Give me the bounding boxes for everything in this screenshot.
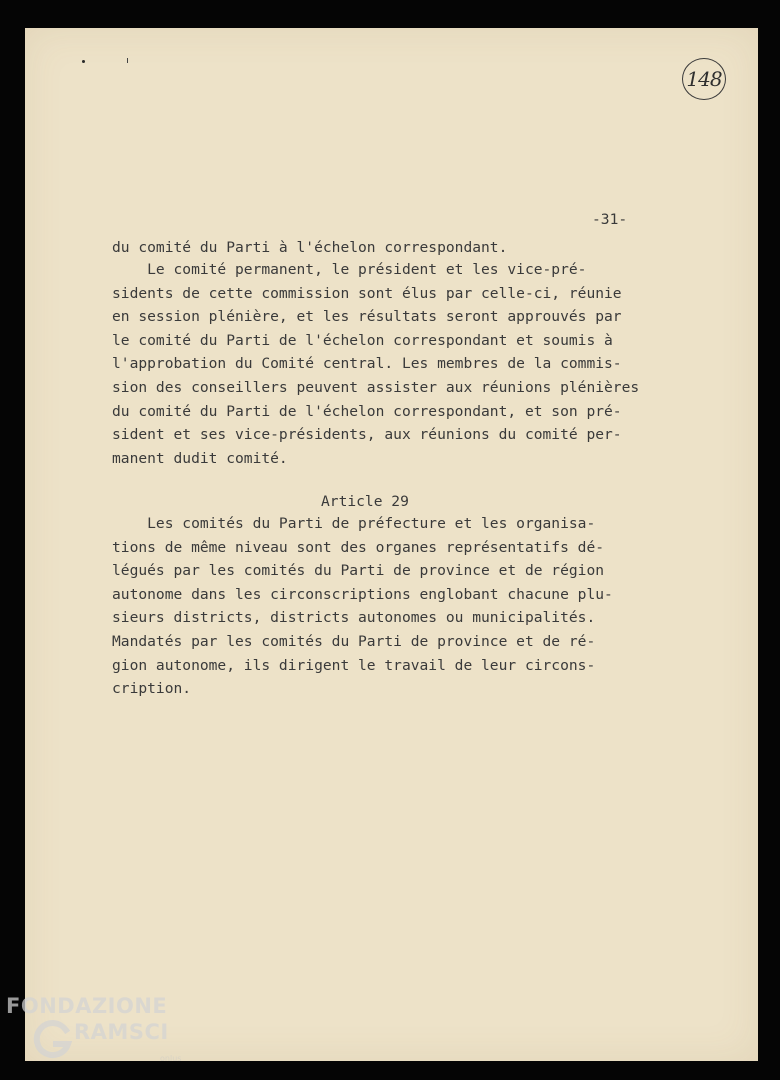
article-heading: Article 29 [321, 493, 409, 510]
ink-tick-mark [127, 58, 128, 63]
page-number: -31- [592, 211, 628, 228]
watermark-line-2: RAMSCI [74, 1020, 169, 1044]
gramsci-g-logo-icon [32, 1018, 74, 1060]
folio-number-stamp: 148 [682, 58, 726, 100]
paragraph-continuation: du comité du Parti à l'échelon correspondant. [112, 239, 508, 256]
paragraph-commission: Le comité permanent, le président et les vice-pré- sidents de cette commission sont élus par celle-ci, réunie en session plénière, et les résultats seront approuvés par le comité du Parti de l'échelon correspondant et soumis à l'approbation du Comité central. Les membres de la commis- sion des conseillers peuvent assister aux réunions plénières du comité du Parti de l'échelon correspondant, et son pré- sident et ses vice-présidents, aux réunions du comité per- manent dudit comité. [112, 261, 640, 467]
watermark-line-1: FONDAZIONE [6, 994, 168, 1018]
ink-dot-mark [82, 60, 85, 63]
watermark-line-3: onlus [160, 1054, 182, 1063]
fondazione-gramsci-watermark [4, 994, 204, 1078]
paragraph-article-29: Les comités du Parti de préfecture et les organisa- tions de même niveau sont des organes représentatifs dé- légués par les comités du Parti de province et de région autonome dans les circonscriptions englobant chacune plu- sieurs districts, districts autonomes ou municipalités. Mandatés par les comités du Parti de province et de ré- gion autonome, ils dirigent le travail de leur circons- cription. [112, 515, 613, 698]
